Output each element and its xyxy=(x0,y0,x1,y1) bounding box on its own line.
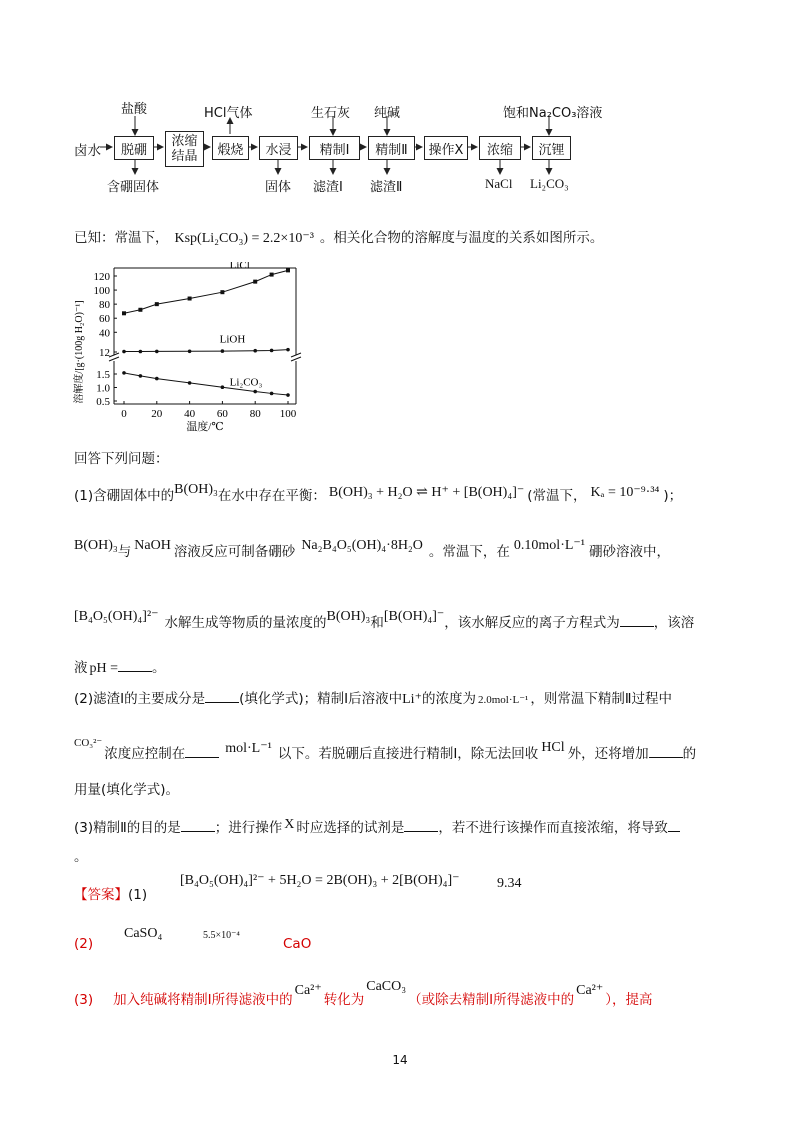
answer-3-text-a: 加入纯碱将精制Ⅰ所得滤液中的 xyxy=(113,992,293,1008)
y-tick-label: 1.5 xyxy=(96,369,110,381)
q3-text-c: 时应选择的试剂是 xyxy=(296,820,405,836)
q1-line3-boh3: B(OH)₃ xyxy=(326,609,371,624)
q1-line3-text-e: ，该水解反应的离子方程式为 xyxy=(444,615,620,631)
flow-step-2-line1: 浓缩 xyxy=(171,134,198,149)
answer-2-caso4: CaSO₄ xyxy=(124,926,163,941)
answer-3-text-d: ），提高 xyxy=(605,992,653,1008)
q2-blank-reagent[interactable] xyxy=(649,757,683,758)
q1-line2-text-e: 硼砂溶液中， xyxy=(589,544,671,560)
flow-input-sat-na2co3: 饱和Na₂CO₃溶液 xyxy=(503,106,603,121)
data-point xyxy=(270,392,274,396)
flow-step-2-line2: 结晶 xyxy=(171,149,198,164)
q1-ka-value: Kₐ = 10⁻⁹·³⁴ xyxy=(590,485,660,500)
q1-line4-text-a: 液 xyxy=(74,660,88,676)
data-point xyxy=(139,374,143,378)
y-tick-label: 1.0 xyxy=(96,382,110,395)
flow-step-operation-x: 操作X xyxy=(424,136,468,160)
q1-line3 xyxy=(74,611,694,632)
series-label: LiCl xyxy=(229,262,250,272)
y-tick-label: 120 xyxy=(93,271,110,283)
flow-step-concentrate-crystallize xyxy=(165,131,204,167)
data-point xyxy=(253,349,257,353)
q1-line1 xyxy=(74,484,682,505)
data-point xyxy=(253,280,257,284)
y-tick-label: 60 xyxy=(99,313,110,326)
x-tick-label: 40 xyxy=(184,408,196,420)
q3-text-d: ，若不进行该操作而直接浓缩，将导致 xyxy=(438,820,668,836)
q3-blank-consequence[interactable] xyxy=(668,831,680,832)
flow-step-calcine: 煅烧 xyxy=(212,136,249,160)
answer-2-value: 5.5×10⁻⁴ xyxy=(203,930,240,941)
data-point xyxy=(221,385,225,389)
q2-unit: mol·L⁻¹ xyxy=(225,741,272,756)
flow-input-soda: 纯碱 xyxy=(374,106,401,121)
q1-formula-naoh: NaOH xyxy=(134,538,171,553)
answer-line1 xyxy=(74,883,147,903)
flow-step-refine-2: 精制Ⅱ xyxy=(368,136,415,160)
flow-input-quicklime: 生石灰 xyxy=(311,106,351,121)
q2-co3-ion: CO₃²⁻ xyxy=(74,737,103,749)
data-point xyxy=(155,302,159,306)
q2-text-g: 外，还将增加 xyxy=(567,746,649,762)
flow-gas-out: HCl气体 xyxy=(204,106,253,121)
answer-3-ca-2: Ca²⁺ xyxy=(576,983,604,998)
q1-line4-text-b: 。 xyxy=(152,660,166,676)
q2-li-ion: Li⁺ xyxy=(402,692,422,707)
x-tick-label: 100 xyxy=(279,408,297,420)
given-suffix: 。相关化合物的溶解度与温度的关系如图所示。 xyxy=(319,230,604,246)
flow-input-hcl: 盐酸 xyxy=(121,102,148,117)
data-point xyxy=(122,311,126,315)
data-point xyxy=(220,290,224,294)
q1-text-c: (常温下， xyxy=(527,488,587,504)
data-point xyxy=(253,390,257,394)
data-point xyxy=(138,308,142,312)
flow-output-boron-solid: 含硼固体 xyxy=(107,180,160,195)
flow-output-nacl: NaCl xyxy=(485,176,513,191)
q1-line2-text-c: 溶液反应可制备硼砂 xyxy=(173,544,296,560)
data-point xyxy=(122,350,126,354)
q1-line3-text-a: 水解生成等物质的量浓度的 xyxy=(164,615,327,631)
q2-text-d: ，则常温下精制Ⅱ过程中 xyxy=(530,691,672,707)
answer-3-text-c: （或除去精制Ⅰ所得滤液中的 xyxy=(408,992,575,1008)
q2-text-h: 的 xyxy=(682,746,697,762)
data-point xyxy=(122,371,126,375)
x-tick-label: 60 xyxy=(216,408,228,420)
series-line-1 xyxy=(124,350,288,352)
flow-step-water-leach: 水浸 xyxy=(259,136,298,160)
q1-ph-label: pH = xyxy=(89,661,119,676)
series-line-2 xyxy=(124,373,288,395)
y-tick-label: 0.5 xyxy=(96,396,110,408)
q1-line3-boh4: [B(OH)₄]⁻ xyxy=(383,609,445,624)
data-point xyxy=(155,350,159,354)
q3-text-a: (3)精制Ⅱ的目的是 xyxy=(74,820,181,836)
q1-blank-ph[interactable] xyxy=(118,671,152,672)
q1-line3-and: 和 xyxy=(370,615,384,631)
flow-output-residue-1: 滤渣Ⅰ xyxy=(313,180,343,195)
q1-text-a: (1)含硼固体中的 xyxy=(74,488,175,504)
q1-line2-boh3: B(OH)₃ xyxy=(74,538,118,553)
data-point xyxy=(188,297,192,301)
q1-line4 xyxy=(74,656,166,677)
answer-1-ph: 9.34 xyxy=(497,876,522,891)
data-point xyxy=(286,268,290,272)
q2-text-b: (填化学式)；精制Ⅰ后溶液中 xyxy=(239,691,403,707)
q3-line2: 。 xyxy=(74,849,88,865)
intro-text: 回答下列问题： xyxy=(74,451,169,467)
data-point xyxy=(286,348,290,352)
flow-output-li2co3: Li₂CO₃ xyxy=(530,176,569,191)
chart-ylabel: 溶解度/[g·(100g H₂O)⁻¹] xyxy=(74,300,85,404)
data-point xyxy=(188,381,192,385)
q2-text-a: (2)滤渣Ⅰ的主要成分是 xyxy=(74,691,206,707)
answer-line3 xyxy=(74,979,653,1009)
data-point xyxy=(270,273,274,277)
q2-text-f: 以下。若脱硼后直接进行精制Ⅰ，除无法回收 xyxy=(277,746,539,762)
given-prefix: 已知：常温下， xyxy=(74,230,169,246)
flow-step-concentrate: 浓缩 xyxy=(479,136,521,160)
q1-formula-borate-ion: [B₄O₅(OH)₄]²⁻ xyxy=(74,609,159,624)
flow-step-refine-1: 精制Ⅰ xyxy=(309,136,360,160)
q3-blank-reagent[interactable] xyxy=(404,831,438,832)
q3-text-b: ；进行操作 xyxy=(214,820,283,836)
chart-xlabel: 温度/℃ xyxy=(186,421,224,433)
q2-text-c: 的浓度为 xyxy=(421,691,476,707)
answer-1-equation: [B₄O₅(OH)₄]²⁻ + 5H₂O = 2B(OH)₃ + 2[B(OH)₄]⁻ xyxy=(180,873,460,888)
y-tick-label: 40 xyxy=(99,327,110,340)
solubility-chart xyxy=(70,262,310,438)
q2-blank-residue[interactable] xyxy=(205,702,239,703)
flowchart-arrows xyxy=(0,0,800,200)
q3-line1 xyxy=(74,816,680,837)
data-point xyxy=(286,393,290,397)
answer-3-ca-1: Ca²⁺ xyxy=(294,983,322,998)
chart-frame xyxy=(109,268,301,404)
answer-3-caco3: CaCO₃ xyxy=(366,979,407,994)
flow-output-residue-2: 滤渣Ⅱ xyxy=(370,180,403,195)
given-line xyxy=(74,226,603,247)
answer-num-2: (2) xyxy=(74,936,94,952)
x-tick-label: 0 xyxy=(121,408,127,420)
q1-formula-boh3: B(OH)₃ xyxy=(174,482,218,497)
flow-step-debor: 脱硼 xyxy=(114,136,154,160)
y-tick-label: 12 xyxy=(99,347,110,359)
q2-line1 xyxy=(74,687,672,708)
flow-start-label: 卤水 xyxy=(74,143,101,159)
data-point xyxy=(139,350,143,354)
q1-line2 xyxy=(74,540,670,561)
q2-blank-co3-limit[interactable] xyxy=(185,757,219,758)
answer-num-1: (1) xyxy=(128,887,148,903)
q1-borax-concentration: 0.10mol·L⁻¹ xyxy=(513,538,586,553)
x-tick-label: 20 xyxy=(151,408,163,420)
q1-line2-text-d: 。常温下，在 xyxy=(428,544,510,560)
answer-tag: 【答案】 xyxy=(74,887,128,903)
answer-2-cao: CaO xyxy=(283,936,312,952)
x-tick-label: 80 xyxy=(249,408,261,420)
data-point xyxy=(155,377,159,381)
q1-equilibrium-eq: B(OH)₃ + H₂O ⇌ H⁺ + [B(OH)₄]⁻ xyxy=(328,485,525,500)
series-line-0 xyxy=(124,270,288,313)
given-ksp: Ksp(Li₂CO₃) = 2.2×10⁻³ xyxy=(174,231,314,246)
q1-blank-ionic-eq[interactable] xyxy=(620,626,654,627)
series-label: LiOH xyxy=(219,333,246,346)
y-tick-label: 100 xyxy=(93,285,110,298)
q2-line3: 用量(填化学式)。 xyxy=(74,782,180,798)
series-label: Li₂CO₃ xyxy=(229,376,263,389)
answer-3-text-b: 转化为 xyxy=(323,992,365,1008)
flow-output-solid: 固体 xyxy=(265,180,292,195)
q1-line3-text-f: ，该溶 xyxy=(653,615,695,631)
flow-step-precipitate-li: 沉锂 xyxy=(532,136,571,160)
q3-blank-purpose[interactable] xyxy=(181,831,215,832)
data-point xyxy=(270,349,274,353)
q1-text-d: )； xyxy=(663,488,683,504)
data-point xyxy=(221,349,225,353)
y-tick-label: 80 xyxy=(99,299,110,312)
q2-text-e: 浓度应控制在 xyxy=(104,746,186,762)
q1-text-b: 在水中存在平衡： xyxy=(217,488,326,504)
q1-line2-and: 与 xyxy=(117,544,132,560)
data-point xyxy=(188,349,192,353)
q3-operation-x: X xyxy=(284,817,295,832)
q2-formula-hcl: HCl xyxy=(541,740,565,755)
page-number: 14 xyxy=(392,1053,408,1067)
answer-num-3: (3) xyxy=(74,992,94,1008)
q2-li-concentration: 2.0mol·L⁻¹ xyxy=(477,694,529,706)
q1-formula-borax: Na₂B₄O₅(OH)₄·8H₂O xyxy=(301,538,423,553)
q2-line2 xyxy=(74,737,697,763)
